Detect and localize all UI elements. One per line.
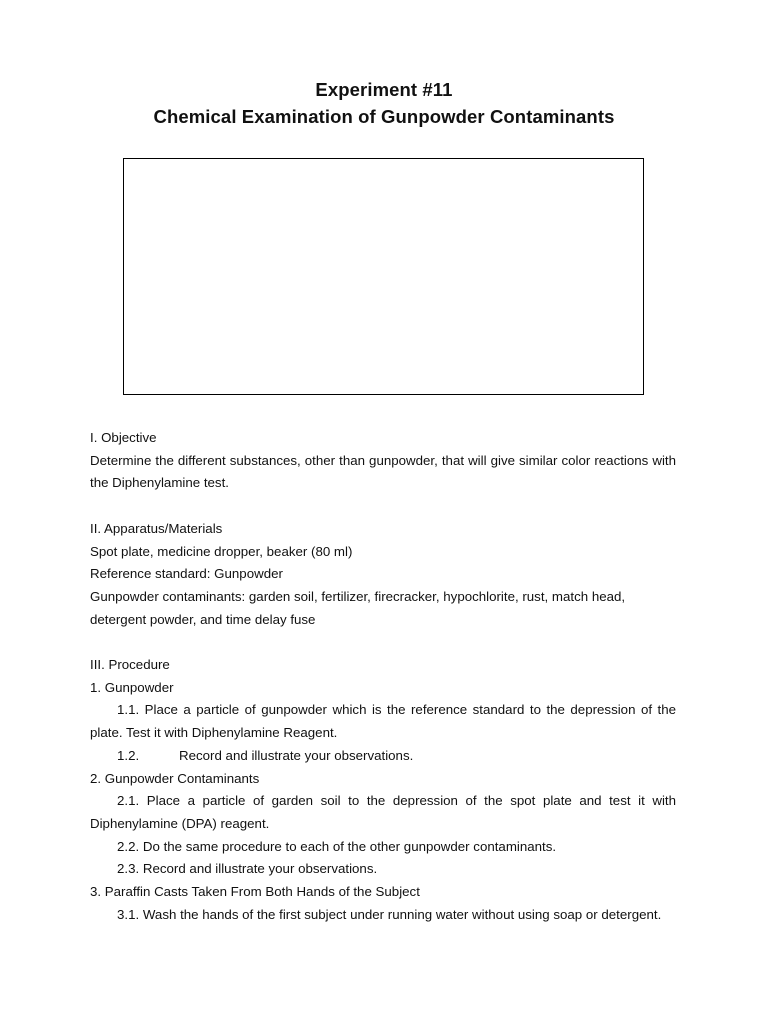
illustration-box: [123, 158, 644, 395]
spacer: [90, 631, 676, 654]
procedure-section-title: 2. Gunpowder Contaminants: [90, 770, 260, 786]
procedure-step: 3.1. Wash the hands of the first subject under running water without using soap or detergent.: [117, 906, 662, 922]
apparatus-heading: II. Apparatus/Materials: [90, 520, 223, 536]
procedure-heading: III. Procedure: [90, 657, 170, 672]
page-subtitle: Chemical Examination of Gunpowder Contaminants: [153, 106, 615, 127]
procedure-step: 2.3. Record and illustrate your observations.: [117, 861, 378, 877]
apparatus-line: Reference standard: Gunpowder: [90, 566, 283, 582]
procedure-step: 2.1. Place a particle of garden soil to the depression of the spot plate and test it with Diphenylamine (DPA) reagent.: [90, 793, 676, 831]
procedure-section-title: 3. Paraffin Casts Taken From Both Hands of the Subject: [90, 884, 420, 900]
objective-text: Determine the different substances, other than gunpowder, that will give similar color reactions with the Diphenylamine test.: [90, 452, 676, 491]
procedure-section-title: 1. Gunpowder: [90, 679, 174, 695]
spacer: [90, 495, 676, 518]
objective-heading: I. Objective: [90, 430, 157, 445]
apparatus-line: Spot plate, medicine dropper, beaker (80 ml): [90, 543, 353, 559]
step-text: Record and illustrate your observations.: [179, 747, 414, 763]
contaminants-list: Gunpowder contaminants: garden soil, fertilizer, firecracker, hypochlorite, rust, match head, detergent powder, and time delay fuse: [90, 588, 626, 627]
procedure-step: 2.2. Do the same procedure to each of the other gunpowder contaminants.: [117, 838, 557, 854]
step-number: 1.2.: [117, 747, 140, 763]
procedure-step: 1.1. Place a particle of gunpowder which is the reference standard to the depression of the plate. Test it with Diphenylamine Reagent.: [90, 702, 676, 741]
document-body: [90, 427, 676, 926]
page-title: Experiment #11: [315, 79, 453, 100]
procedure-step: [90, 745, 676, 768]
